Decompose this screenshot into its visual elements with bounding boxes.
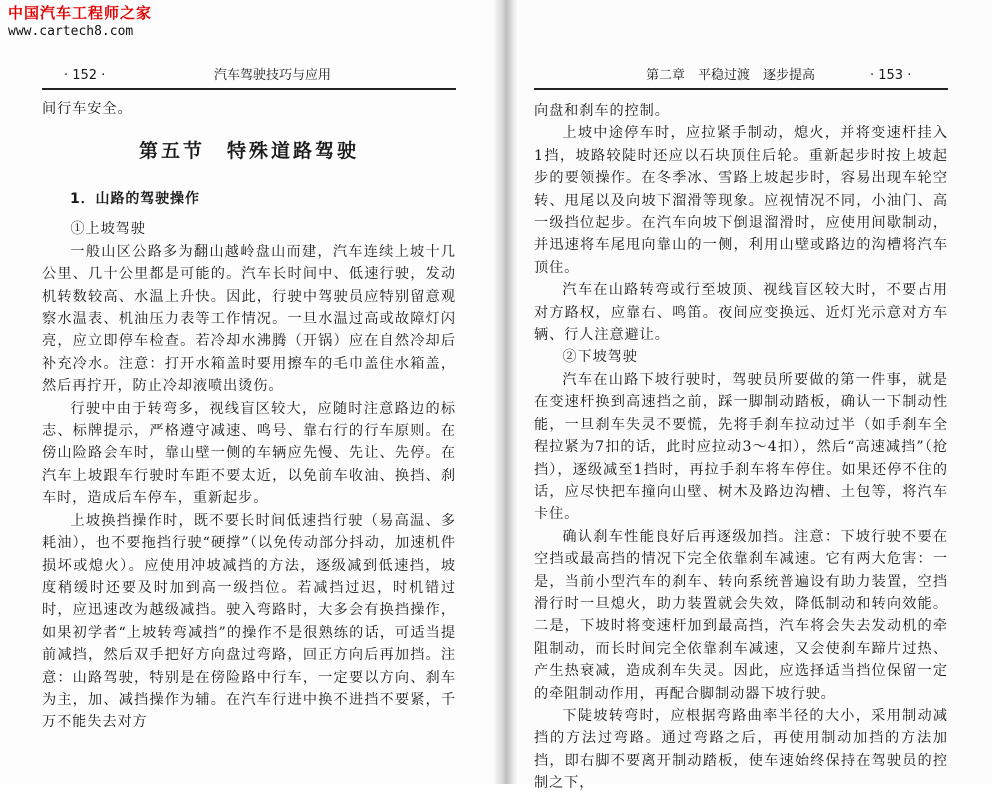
section-title: 第五节 特殊道路驾驶	[138, 140, 359, 163]
left-paragraph: ①上坡驾驶	[70, 221, 146, 238]
left-running-header	[0, 66, 492, 86]
left-opening-line: 间行车安全。	[42, 101, 133, 117]
left-page	[0, 0, 492, 784]
right-paragraph: ②下坡驾驶	[562, 349, 638, 366]
right-paragraph: 汽车在山路转弯或行至坡顶、视线盲区较大时，不要占用对方路权，应靠右、鸣笛。夜间应变换远、近灯光示意对方车辆、行人注意避让。	[534, 282, 948, 344]
right-paragraph: 上坡中途停车时，应拉紧手制动，熄火，并将变速杆挂入1挡，坡路较陡时还应以石块顶住后轮。重新起步时按上坡起步的要领操作。在冬季冰、雪路上坡起步时，容易出现车轮空转、甩尾以及向坡下溜滑等现象。应视情况不同，小油门、高一级挡位起步。在汽车向坡下倒退溜滑时，应使用间歇制动，并迅速将车尾甩向靠山的一侧，利用山壁或路边的沟槽将汽车顶住。	[534, 125, 948, 276]
left-paragraph: 行驶中由于转弯多，视线盲区较大，应随时注意路边的标志、标牌提示，严格遵守减速、鸣号、靠右行的行车原则。在傍山险路会车时，靠山壁一侧的车辆应先慢、先让、先停。在汽车上坡跟车行驶时车距不要太近，以免前车收油、换挡、刹车时，造成后车停车，重新起步。	[42, 400, 456, 507]
left-text-body	[42, 98, 456, 734]
left-paragraph: 一般山区公路多为翻山越岭盘山而建，汽车连续上坡十几公里、几十公里都是可能的。汽车长时间中、低速行驶，发动机转数较高、水温上升快。因此，行驶中驾驶员应特别留意观察水温表、机油压力表等工作情况。一旦水温过高或故障灯闪亮，应立即停车检查。若冷却水沸腾（开锅）应在自然冷却后补充冷水。注意：打开水箱盖时要用擦车的毛巾盖住水箱盖，然后再拧开，防止冷却液喷出烫伤。	[42, 243, 456, 395]
watermark-url: www.cartech8.com	[8, 24, 134, 39]
book-spine-gutter	[492, 0, 518, 784]
right-paragraph: 下陡坡转弯时，应根据弯路曲率半径的大小，采用制动减挡的方法过弯路。通过弯路之后，再使用制动加挡的方法加挡，即右脚不要离开制动踏板，使车速始终保持在驾驶员的控制之下，	[534, 707, 948, 792]
watermark-title: 中国汽车工程师之家	[8, 4, 153, 22]
right-running-header	[518, 66, 992, 86]
left-header-rule	[42, 88, 456, 90]
right-paragraph: 向盘和刹车的控制。	[534, 103, 670, 119]
right-text-body	[534, 100, 948, 795]
right-paragraph: 汽车在山路下坡行驶时，驾驶员所要做的第一件事，就是在变速杆换到高速挡之前，踩一脚制动踏板，确认一下制动性能，一旦刹车失灵不要慌，先将手刹车拉动过半（如手刹车全程拉紧为7扣的话，此时应拉动3～4扣），然后“高速减挡”（抢挡），逐级减至1挡时，再拉手刹车将车停住。如果还停不住的话，应尽快把车撞向山壁、树木及路边沟槽、土包等，将汽车卡住。	[534, 371, 948, 523]
site-watermark	[8, 4, 152, 40]
right-paragraph: 确认刹车性能良好后再逐级加挡。注意：下坡行驶不要在空挡或最高挡的情况下完全依靠刹车减速。它有两大危害：一是，当前小型汽车的刹车、转向系统普遍设有助力装置，空挡滑行时一旦熄火，助力装置就会失效，降低制动和转向效能。二是，下坡时将变速杆加到最高挡，汽车将会失去发动机的牵阻制动，而长时间完全依靠刹车减速，又会使刹车蹄片过热、产生热衰减，造成刹车失灵。因此，应选择适当挡位保留一定的牵阻制动作用，再配合脚制动器下坡行驶。	[534, 528, 948, 702]
right-page-number: · 153 ·	[870, 68, 912, 83]
subsection-title: 1．山路的驾驶操作	[70, 191, 200, 208]
left-running-title: 汽车驾驶技巧与应用	[214, 68, 332, 83]
left-paragraph: 上坡换挡操作时，既不要长时间低速挡行驶（易高温、多耗油），也不要拖挡行驶“硬撑”（以免传动部分抖动，加速机件损坏或熄火）。应使用冲坡减挡的方法，逐级减到低速挡，坡度稍缓时还要及时加到高一级挡位。若减挡过迟，时机错过时，应迅速改为越级减挡。驶入弯路时，大多会有换挡操作，如果初学者“上坡转弯减挡”的操作不是很熟练的话，可适当提前减挡，然后双手把好方向盘过弯路，回正方向后再加挡。注意：山路驾驶，特别是在傍险路中行车，一定要以方向、刹车为主，加、减挡操作为辅。在汽车行进中换不进挡不要紧，千万不能失去对方	[42, 512, 456, 731]
left-page-number: · 152 ·	[64, 68, 106, 83]
chapter-title: 第二章 平稳过渡 逐步提高	[646, 68, 816, 83]
right-header-rule	[534, 88, 948, 90]
